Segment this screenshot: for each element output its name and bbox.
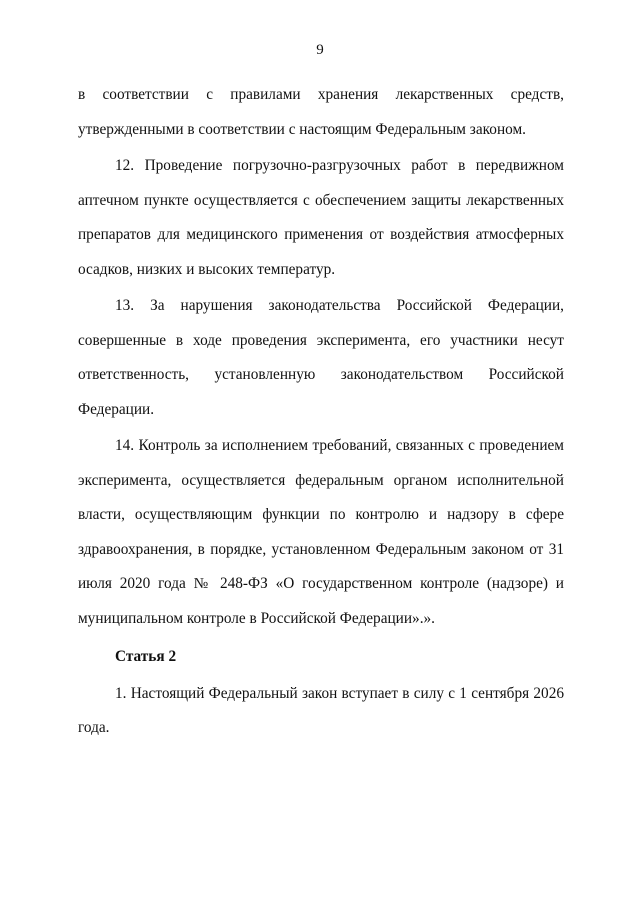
paragraph-continuation: в соответствии с правилами хранения лекарственных средств, утвержденными в соответствии с настоящим Федеральным законом. bbox=[78, 86, 564, 138]
document-body bbox=[78, 78, 564, 746]
article-paragraph-1: 1. Настоящий Федеральный закон вступает в силу с 1 сентября 2026 года. bbox=[78, 684, 564, 736]
page-number: 9 bbox=[316, 42, 324, 58]
paragraph-item-12: 12. Проведение погрузочно-разгрузочных работ в передвижном аптечном пункте осуществляется с обеспечением защиты лекарственных препаратов для медицинского применения от воздействия атмосферных осадков, низких и высоких температур. bbox=[78, 157, 564, 278]
paragraph-item-13: 13. За нарушения законодательства Российской Федерации, совершенные в ходе проведения эксперимента, его участники несут ответственность, установленную законодательством Российской Федерации. bbox=[78, 297, 564, 418]
paragraph-item-14: 14. Контроль за исполнением требований, связанных с проведением эксперимента, осуществляется федеральным органом исполнительной власти, осуществляющим функции по контролю и надзору в сфере здравоохранения, в порядке, установленном Федеральным законом от 31 июля 2020 года № 248-ФЗ «О государственном контроле (надзоре) и муниципальном контроле в Российской Федерации».». bbox=[78, 437, 564, 627]
article-heading: Статья 2 bbox=[115, 648, 177, 665]
